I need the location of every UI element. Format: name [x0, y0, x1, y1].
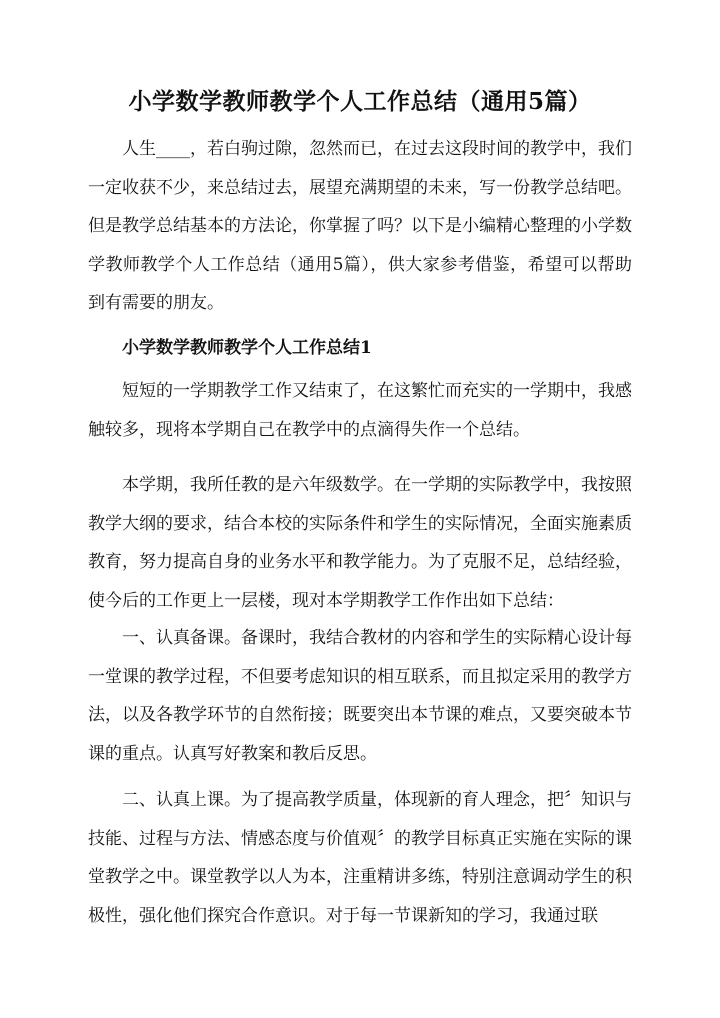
- body-paragraph: 短短的一学期教学工作又结束了，在这繁忙而充实的一学期中，我感触较多，现将本学期自己在教学中的点滴得失作一个总结。: [88, 381, 632, 440]
- body-paragraph: 二、认真上课。为了提高教学质量，体现新的育人理念，把〞知识与技能、过程与方法、情感态度与价值观〞的教学目标真正实施在实际的课堂教学之中。课堂教学以人为本，注重精讲多练，特别注意调动学生的积极性，强化他们探究合作意识。对于每一节课新知的学习，我通过联: [88, 790, 632, 926]
- intro-paragraph: 人生____，若白驹过隙，忽然而已，在过去这段时间的教学中，我们一定收获不少，来总结过去，展望充满期望的未来，写一份教学总结吧。但是教学总结基本的方法论，你掌握了吗？以下是小编精心整理的小学数学教师教学个人工作总结（通用5篇），供大家参考借鉴，希望可以帮助到有需要的朋友。: [88, 139, 632, 313]
- section-heading: 小学数学教师教学个人工作总结1: [122, 338, 372, 358]
- body-paragraph: 一、认真备课。备课时，我结合教材的内容和学生的实际精心设计每一堂课的教学过程，不但要考虑知识的相互联系，而且拟定采用的教学方法，以及各教学环节的自然衔接；既要突出本节课的难点，又要突破本节课的重点。认真写好教案和教后反思。: [88, 628, 632, 764]
- body-paragraph: 本学期，我所任教的是六年级数学。在一学期的实际教学中，我按照教学大纲的要求，结合本校的实际条件和学生的实际情况，全面实施素质教育，努力提高自身的业务水平和教学能力。为了克服不足，总结经验，使今后的工作更上一层楼，现对本学期教学工作作出如下总结：: [88, 475, 632, 611]
- document-title: 小学数学教师教学个人工作总结（通用5篇）: [128, 88, 592, 115]
